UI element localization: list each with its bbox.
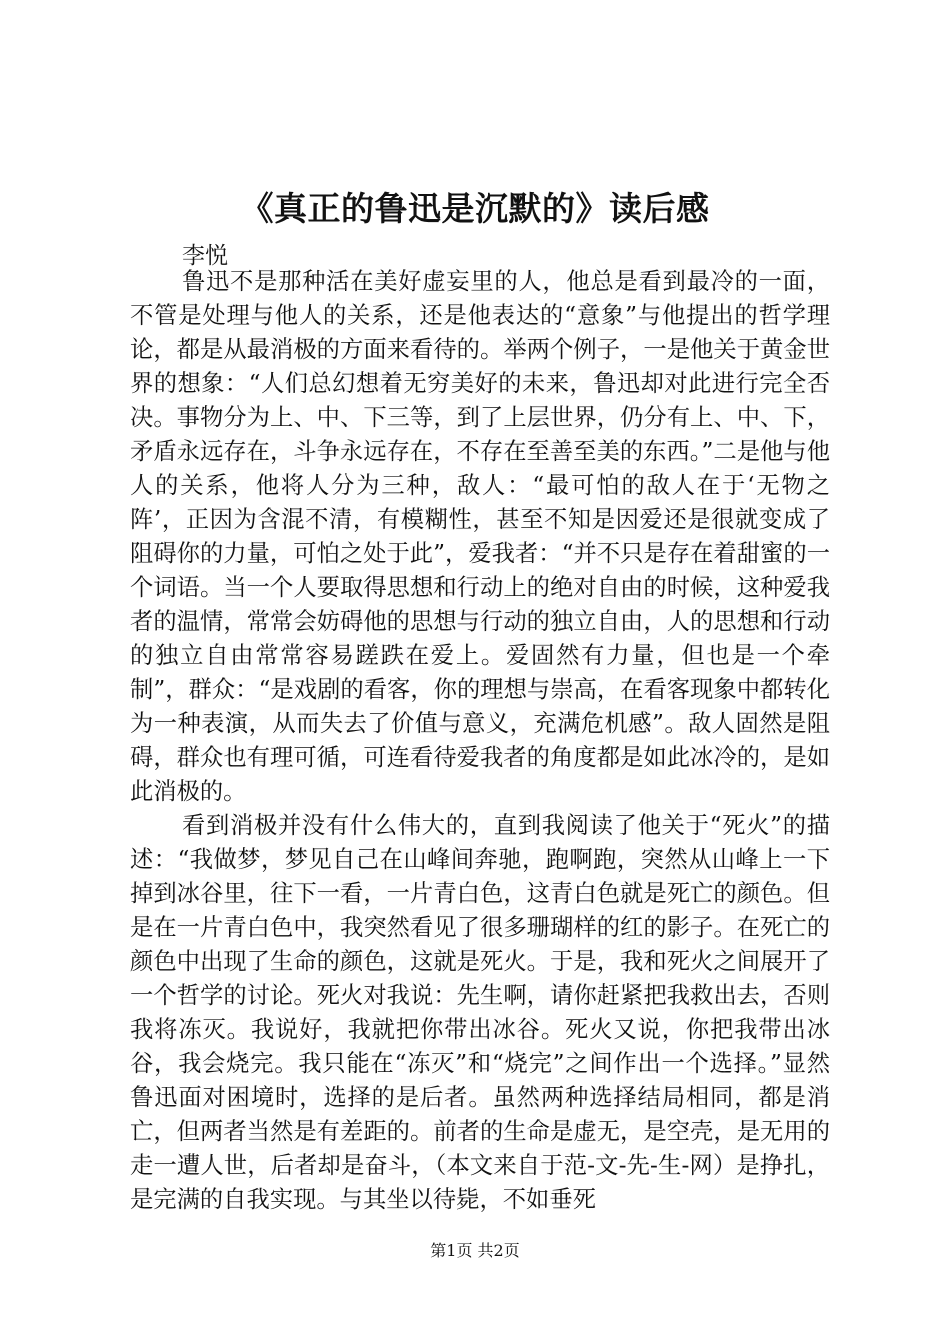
paragraph-2: 看到消极并没有什么伟大的，直到我阅读了他关于“死火”的描述：“我做梦，梦见自己在山峰间奔驰，跑啊跑，突然从山峰上一下掉到冰谷里，往下一看，一片青白色，这青白色就是死亡的颜色。但是在一片青白色中，我突然看见了很多珊瑚样的红的影子。在死亡的颜色中出现了生命的颜色，这就是死火。于是，我和死火之间展开了一个哲学的讨论。死火对我说：先生啊，请你赶紧把我救出去，否则我将冻灭。我说好，我就把你带出冰谷。死火又说，你把我带出冰谷，我会烧完。我只能在“冻灭”和“烧完”之间作出一个选择。”显然鲁迅面对困境时，选择的是后者。虽然两种选择结局相同，都是消亡，但两者当然是有差距的。前者的生命是虚无，是空壳，是无用的走一遭人世，后者却是奋斗，（本文来自于范-文-先-生-网）是挣扎，是完满的自我实现。与其坐以待毙，不如垂死 [130, 812, 830, 1213]
author-name: 李悦 [182, 243, 228, 269]
page-footer: 第1页 共2页 [430, 1241, 520, 1260]
document-body [130, 263, 830, 1217]
paragraph-1: 鲁迅不是那种活在美好虚妄里的人，他总是看到最冷的一面，不管是处理与他人的关系，还是他表达的“意象”与他提出的哲学理论，都是从最消极的方面来看待的。举两个例子，一是他关于黄金世界的想象：“人们总幻想着无穷美好的未来，鲁迅却对此进行完全否决。事物分为上、中、下三等，到了上层世界，仍分有上、中、下，矛盾永远存在，斗争永远存在，不存在至善至美的东西。”二是他与他人的关系，他将人分为三种，敌人：“最可怕的敌人在于‘无物之阵’，正因为含混不清，有模糊性，甚至不知是因爱还是很就变成了阻碍你的力量，可怕之处于此”，爱我者：“并不只是存在着甜蜜的一个词语。当一个人要取得思想和行动上的绝对自由的时候，这种爱我者的温情，常常会妨碍他的思想与行动的独立自由，人的思想和行动的独立自由常常容易蹉跌在爱上。爱固然有力量，但也是一个牵制”，群众：“是戏剧的看客，你的理想与崇高，在看客现象中都转化为一种表演，从而失去了价值与意义，充满危机感”。敌人固然是阻碍，群众也有理可循，可连看待爱我者的角度都是如此冰冷的，是如此消极的。 [130, 268, 830, 805]
document-title: 《真正的鲁迅是沉默的》读后感 [240, 189, 710, 228]
